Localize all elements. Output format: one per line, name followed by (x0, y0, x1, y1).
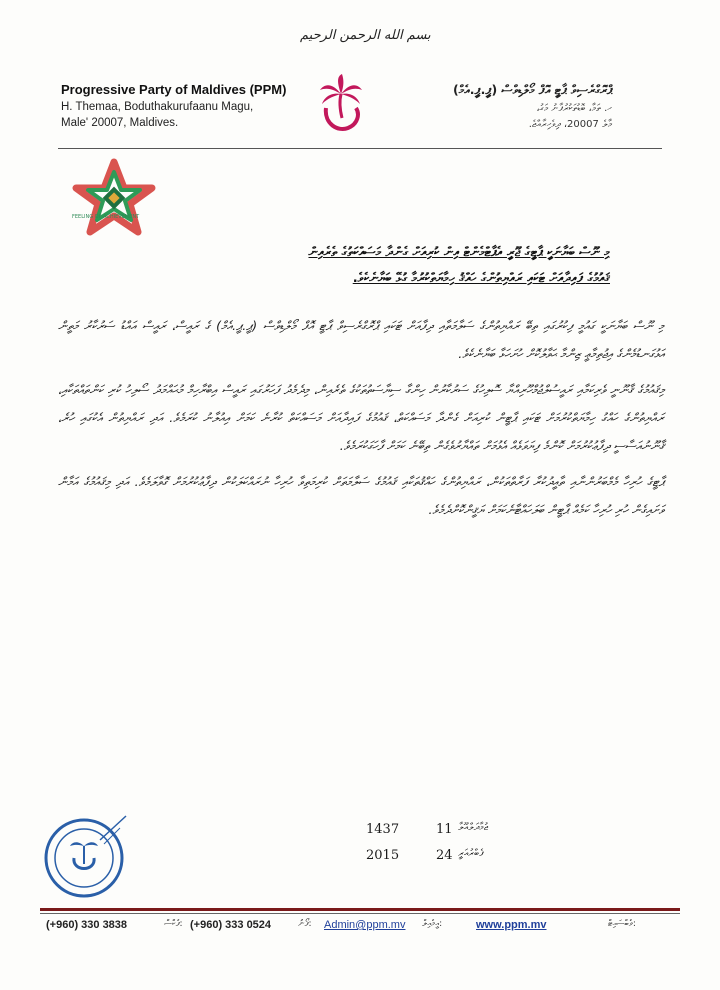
email-link[interactable]: Admin@ppm.mv (324, 919, 406, 931)
header-dhivehi (412, 82, 612, 130)
body-paragraph: މިޤައުމުގެ ޤާނޫނީ ވެރިކަމާއި ރައީސުލްޖުމްހޫރިއްޔާ ސޮލިހުގެ ސަރުކާރުން ހިންގާ ސިޔާސަތުތަކުގެ ތެރެއިން، މިދެމެދު ފަހަރުގައި ރައީސް އިބްރާހިމް މުޙައްމަދު ސޯލިހު ކުރި ކަންތައްތަކާއި، ރައްޔިތުންގެ ހައްގު ހިމާޔަތްކުރުމަށް ޓަކައި ޕާޓީން ކުރިއަށް ގެންދާ މަސައްކަތް، ޤައުމުގެ ފައިދާއަށް މަސައްކަތް ކުރާނެ ކަމަށް އިއުލާނު ކުރަމެވެ. އަދި ރައްޔިތުން އެކުގައި ހުރެ، ޤާނޫނުއަސާސީ ދިފާޢުކުރުމަށް ކޮންމެ ފިޔަވަޅެއް އެޅުމަށް ތައްޔާރުވެގެން ތިބޭނެ ކަމަށް ފާހަގަކުރަމެވެ. (58, 382, 664, 453)
address-line-en: H. Themaa, Boduthakurufaanu Magu, (61, 101, 254, 113)
address-line-dv: މާލެ 20007، ދިވެހިރާއްޖެ. (528, 119, 612, 130)
body-paragraph: ޕާޓީގެ ހުރިހާ މެމްބަރުންނާއި ތާއީދުކުރާ ފަރާތްތަކުން، ރައްޔިތުންގެ ހައްޤުތަކާއި ޤައުމުގެ ސަލާމަތަށް ކުރިމަތިވާ ހުރިހާ ނުރައްކަލަކުން ދިފާޢުކުރުމަށް ގޮވާލަމެވެ. އަދި މިޤައުމުގެ އަމާން ވަށައިގެން ހުރި ހުރިހާ ކަމެއް ޕާޓީން ބަލަހައްޓާނެކަމަށް ޔަޤީންކޮށްދެމެވެ. (58, 474, 664, 517)
party-seal-stamp-icon (40, 810, 132, 902)
emblem-caption: FEELING OF ACHIEVEMENT (72, 214, 140, 220)
email-label: އީމެއިލް: (422, 919, 443, 929)
gregorian-month: ފެބްރުއަރީ (458, 848, 484, 859)
hijri-year: 1437 (366, 822, 400, 837)
hijri-date (354, 822, 494, 848)
phone-label: ފޯނު: (298, 919, 312, 929)
gregorian-date (354, 848, 494, 874)
letter-title (90, 240, 610, 292)
body-paragraph: މި ނޫސް ބަޔާނަކީ ގައުމީ ފިކުރުގައި ތިބޭ ރައްޔިތުންގެ ސަލާމަތާއި ދިފާއަށް ޓަކައި ޕްރޮގްރެސިވް ޕާޓީ އޮފް މޯލްޑިވްސް (ޕީ.ޕީ.އެމް) ގެ ރައީސް، ރައީސް އައްޑު ސަރުކާރު މަތީން އަޅުގަނޑުމެންގެ އިޖުތިމާޢީ ޒިންމާ ޙަވާލުކޮށް ހުށަހަޅާ ބަޔާނެކެވެ. (58, 318, 664, 361)
fax-label: ފެކްސް: (164, 919, 183, 929)
header-english (61, 82, 301, 129)
header-divider (58, 148, 662, 149)
star-emblem-icon (66, 158, 162, 238)
bismillah-calligraphy: بسم الله الرحمن الرحيم (300, 28, 431, 43)
title-line: މި ނޫސް ބަޔާނަކީ ޕާޓީގެ ޖޫރީ އެޕާޓްމެންޓް އިން ކުރިއަށް ގެންދާ މަސައްކަތުގެ ތެރެއިން (308, 245, 610, 260)
gregorian-year: 2015 (366, 848, 400, 863)
title-line: ޤައުމުގެ ފައިދާއަށް ޓަކައި ރައްޔިތުންގެ ހައްޤު ހިމާޔަތްކުރުމާ ގުޅޭ ބަޔާނެކެވެ. (352, 271, 610, 286)
palm-tree-logo-icon (318, 74, 364, 134)
hijri-month: ޖުމާދަލްއޫލާ (458, 822, 488, 833)
fax-number: (+960) 330 3838 (46, 919, 128, 931)
hijri-day: 11 (436, 822, 453, 837)
gregorian-day: 24 (436, 848, 453, 863)
address-line-dv: ހ. ތަމާ، ބޮޑުތަކުރުފާނު މަގު، (536, 103, 612, 114)
footer-contacts (40, 919, 680, 939)
footer-divider-thin (40, 913, 680, 914)
org-name-en: Progressive Party of Maldives (PPM) (61, 82, 287, 97)
phone-number: (+960) 333 0524 (190, 919, 272, 931)
website-link[interactable]: www.ppm.mv (476, 919, 547, 931)
footer-divider (40, 908, 680, 911)
date-block (354, 822, 494, 874)
address-line-en: Male' 20007, Maldives. (61, 117, 179, 129)
letter-body (58, 312, 664, 532)
org-name-dv: ޕްރޮގްރެސިވް ޕާޓީ އޮފް މޯލްޑިވްސް (ޕީ.ޕީ.އެމް) (452, 82, 612, 97)
website-label: ވެބްސައިޓް: (608, 919, 636, 929)
